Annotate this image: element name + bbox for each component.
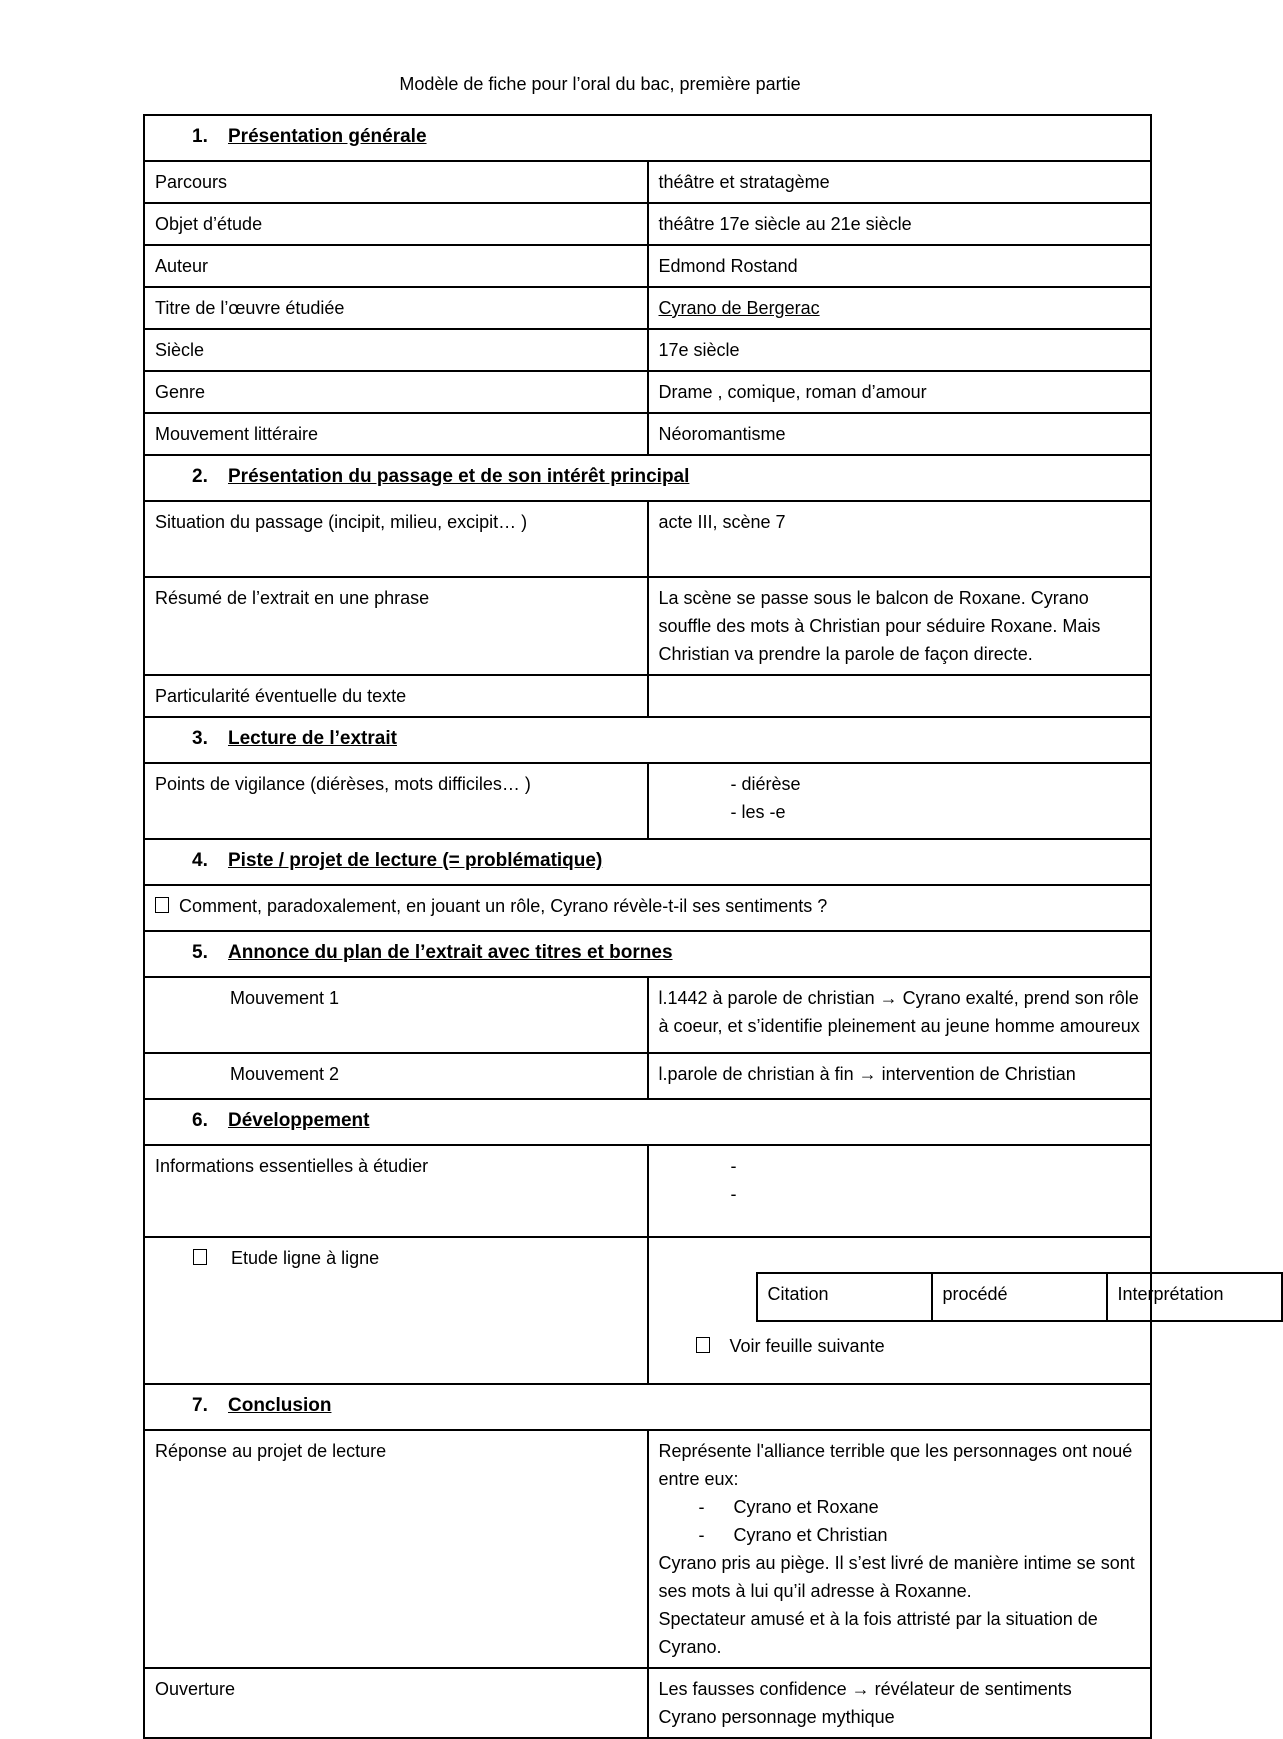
row-value (648, 287, 1152, 329)
section-number: 1. (192, 126, 208, 147)
table-header-cell: Interprétation (1107, 1273, 1282, 1321)
row-label: Points de vigilance (diérèses, mots difficiles… ) (144, 763, 648, 839)
row-reponse (144, 1430, 1151, 1668)
row-value (648, 1668, 1152, 1738)
row-label: Objet d’étude (144, 203, 648, 245)
row-value (648, 763, 1152, 839)
checkbox-icon (696, 1337, 710, 1353)
row-objet (144, 203, 1151, 245)
reponse-paragraph: Spectateur amusé et à la fois attristé par la situation de Cyrano. (658, 1609, 1098, 1657)
row-label: Parcours (144, 161, 648, 203)
row-mouvement-2 (144, 1053, 1151, 1099)
ouverture-line: Cyrano personnage mythique (658, 1707, 895, 1727)
reponse-paragraph: Cyrano pris au piège. Il s’est livré de manière intime se sont ses mots à lui qu’il adresse à Roxanne. (658, 1553, 1135, 1601)
section-header-2 (144, 455, 1151, 501)
row-ouverture (144, 1668, 1151, 1738)
list-item: - diérèse (730, 774, 801, 794)
section-header-7 (144, 1384, 1151, 1430)
row-situation (144, 501, 1151, 577)
section-number: 2. (192, 466, 208, 487)
section-number: 7. (192, 1395, 208, 1416)
row-label: Genre (144, 371, 648, 413)
section-title: Présentation générale (228, 126, 427, 147)
row-value: 17e siècle (648, 329, 1152, 371)
row-mouvement (144, 413, 1151, 455)
row-value: La scène se passe sous le balcon de Roxane. Cyrano souffle des mots à Christian pour séduire Roxane. Mais Christian va prendre la parole de façon directe. (648, 577, 1152, 675)
fiche-table (143, 114, 1224, 1739)
list-item (659, 1521, 1141, 1549)
row-etude-ligne (144, 1237, 1151, 1384)
section-header-5 (144, 931, 1151, 977)
reponse-list (659, 1493, 1141, 1549)
section-title: Piste / projet de lecture (= problématique) (228, 850, 603, 871)
list-item-text: Cyrano et Christian (733, 1525, 888, 1545)
document-title: Modèle de fiche pour l’oral du bac, première partie (399, 74, 801, 94)
section-title: Présentation du passage et de son intérêt principal (228, 466, 690, 487)
row-label: Ouverture (144, 1668, 648, 1738)
section-header-6 (144, 1099, 1151, 1145)
problematique-cell (144, 885, 1151, 931)
row-value (648, 1237, 1224, 1384)
row-value: Néoromantisme (648, 413, 1152, 455)
reponse-intro: Représente l'alliance terrible que les personnages ont noué entre eux: (658, 1441, 1133, 1489)
row-siecle (144, 329, 1151, 371)
row-label: Particularité éventuelle du texte (144, 675, 648, 717)
row-value (648, 675, 1152, 717)
row-label (144, 1237, 648, 1384)
row-value (648, 1430, 1152, 1668)
citation-table (756, 1272, 1283, 1322)
row-value: Edmond Rostand (648, 245, 1152, 287)
row-label: Réponse au projet de lecture (144, 1430, 648, 1668)
dash-icon: - (698, 1525, 705, 1545)
row-parcours (144, 161, 1151, 203)
voir-text: Voir feuille suivante (729, 1336, 885, 1356)
row-value: acte III, scène 7 (648, 501, 1152, 577)
row-value (648, 1145, 1152, 1237)
section-title: Développement (228, 1110, 370, 1131)
vigilance-list (659, 770, 1141, 826)
row-value: l.parole de christian à fin → intervention de Christian (648, 1053, 1152, 1099)
row-label: Mouvement 2 (144, 1053, 648, 1099)
row-value: Drame , comique, roman d’amour (648, 371, 1152, 413)
section-header-1 (144, 115, 1151, 161)
section-number: 5. (192, 942, 208, 963)
row-auteur (144, 245, 1151, 287)
work-title: Cyrano de Bergerac (658, 298, 820, 318)
row-label: Siècle (144, 329, 648, 371)
section-number: 4. (192, 850, 208, 871)
list-item: - (730, 1156, 737, 1176)
list-item (659, 1493, 1141, 1521)
section-title: Conclusion (228, 1395, 332, 1416)
section-title: Annonce du plan de l’extrait avec titres et bornes (228, 942, 673, 963)
row-label: Informations essentielles à étudier (144, 1145, 648, 1237)
row-titre (144, 287, 1151, 329)
section-number: 6. (192, 1110, 208, 1131)
dash-icon: - (698, 1497, 705, 1517)
section-number: 3. (192, 728, 208, 749)
problematique-text: Comment, paradoxalement, en jouant un rôle, Cyrano révèle-t-il ses sentiments ? (179, 896, 828, 916)
row-value: l.1442 à parole de christian → Cyrano exalté, prend son rôle à coeur, et s’identifie pleinement au jeune homme amoureux (648, 977, 1152, 1053)
row-label: Auteur (144, 245, 648, 287)
row-particularite (144, 675, 1151, 717)
row-resume (144, 577, 1151, 675)
row-label: Mouvement littéraire (144, 413, 648, 455)
row-informations (144, 1145, 1151, 1237)
section-title: Lecture de l’extrait (228, 728, 397, 749)
row-label: Mouvement 1 (144, 977, 648, 1053)
list-item-text: Cyrano et Roxane (733, 1497, 879, 1517)
row-value: théâtre et stratagème (648, 161, 1152, 203)
section-header-4 (144, 839, 1151, 885)
row-label: Situation du passage (incipit, milieu, excipit… ) (144, 501, 648, 577)
row-label: Résumé de l’extrait en une phrase (144, 577, 648, 675)
list-item: - les -e (730, 802, 786, 822)
ouverture-line: Les fausses confidence → révélateur de sentiments (658, 1679, 1072, 1699)
table-header-cell: Citation (757, 1273, 932, 1321)
checkbox-icon (155, 897, 169, 913)
etude-label: Etude ligne à ligne (231, 1248, 380, 1268)
table-header-cell: procédé (932, 1273, 1107, 1321)
row-problematique (144, 885, 1151, 931)
row-value: théâtre 17e siècle au 21e siècle (648, 203, 1152, 245)
table-row (757, 1273, 1282, 1321)
row-label: Titre de l’œuvre étudiée (144, 287, 648, 329)
checkbox-icon (193, 1249, 207, 1265)
row-mouvement-1 (144, 977, 1151, 1053)
oral-sheet (143, 114, 1224, 1739)
infos-list (659, 1152, 1141, 1208)
row-genre (144, 371, 1151, 413)
voir-line (696, 1332, 1141, 1360)
section-header-3 (144, 717, 1151, 763)
list-item: - (730, 1184, 737, 1204)
row-points-vigilance (144, 763, 1151, 839)
